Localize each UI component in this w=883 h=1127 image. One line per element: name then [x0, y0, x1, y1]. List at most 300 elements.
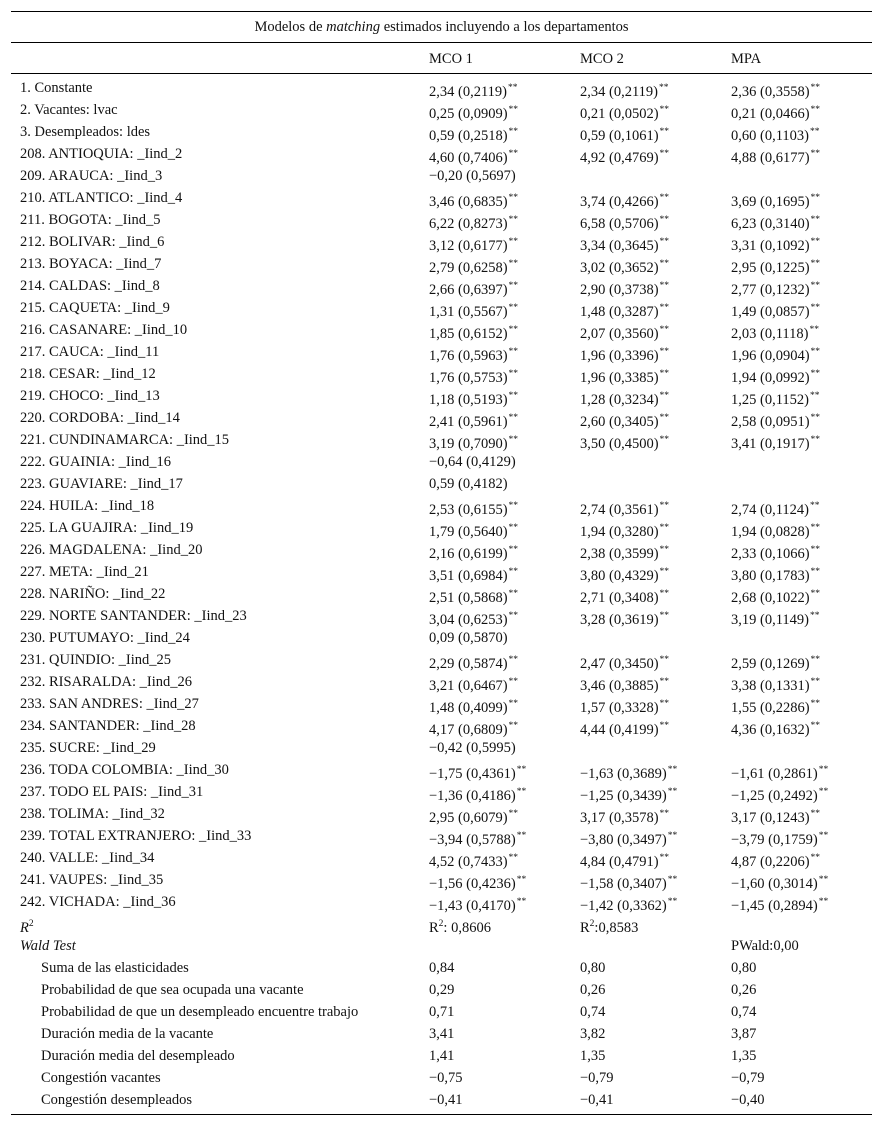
- mco2-stat: 0,26: [580, 982, 606, 998]
- mco2-cell-value: 3,50 (0,4500): [580, 436, 659, 452]
- table-row: [11, 473, 872, 495]
- significance-stars: **: [810, 149, 821, 159]
- mpa-stat: 0,74: [731, 1004, 757, 1020]
- significance-stars: **: [508, 523, 519, 533]
- significance-stars: **: [667, 787, 678, 797]
- mco2-cell: [580, 253, 669, 275]
- significance-stars: **: [810, 677, 821, 687]
- significance-stars: **: [508, 281, 519, 291]
- table-row: [11, 759, 872, 781]
- significance-stars: **: [508, 699, 519, 709]
- mco1-cell-value: −1,75 (0,4361): [429, 766, 516, 782]
- significance-stars: **: [659, 369, 670, 379]
- mco2-cell-value: 1,28 (0,3234): [580, 392, 659, 408]
- mco2-cell: [580, 715, 669, 737]
- row-label: 236. TODA COLOMBIA: _Iind_30: [20, 762, 229, 778]
- significance-stars: **: [516, 875, 527, 885]
- significance-stars: **: [508, 677, 519, 687]
- mpa-cell: [731, 253, 820, 275]
- mpa-cell: [731, 869, 828, 891]
- row-label: 234. SANTANDER: _Iind_28: [20, 718, 196, 734]
- mco2-cell-value: 0,59 (0,1061): [580, 128, 659, 144]
- row-label: 237. TODO EL PAIS: _Iind_31: [20, 784, 204, 800]
- mpa-cell: [731, 891, 828, 913]
- caption-text-italic: matching: [326, 19, 381, 35]
- stat-label: Duración media del desempleado: [41, 1048, 235, 1064]
- mpa-cell-value: −1,61 (0,2861): [731, 766, 818, 782]
- mco1-cell: [429, 649, 518, 671]
- mco2-cell-value: 1,94 (0,3280): [580, 524, 659, 540]
- mpa-cell-value: 2,59 (0,1269): [731, 656, 810, 672]
- significance-stars: **: [810, 259, 821, 269]
- mco1-stat: 0,71: [429, 1004, 455, 1020]
- r-squared-label: [20, 913, 34, 935]
- row-label: 218. CESAR: _Iind_12: [20, 366, 156, 382]
- mpa-cell: [731, 231, 820, 253]
- stat-label: Suma de las elasticidades: [41, 960, 189, 976]
- r-sup: 2: [438, 919, 444, 929]
- mco2-cell: [580, 891, 677, 913]
- mpa-cell: [731, 715, 820, 737]
- mco2-cell: [580, 825, 677, 847]
- mpa-cell: [731, 847, 820, 869]
- stat-label: Congestión vacantes: [41, 1070, 161, 1086]
- mco2-cell: [580, 231, 669, 253]
- row-label: 239. TOTAL EXTRANJERO: _Iind_33: [20, 828, 252, 844]
- stat-row: [11, 1089, 872, 1111]
- significance-stars: **: [810, 281, 821, 291]
- table-row: [11, 847, 872, 869]
- stat-row: [11, 979, 872, 1001]
- table-row: [11, 319, 872, 341]
- row-label: 221. CUNDINAMARCA: _Iind_15: [20, 432, 230, 448]
- significance-stars: **: [659, 809, 670, 819]
- table-row: [11, 583, 872, 605]
- mco1-cell: [429, 385, 518, 407]
- significance-stars: **: [810, 545, 821, 555]
- mpa-cell-value: 3,80 (0,1783): [731, 568, 810, 584]
- mco2-cell-value: −1,25 (0,3439): [580, 788, 667, 804]
- table-row: [11, 407, 872, 429]
- mco2-cell: [580, 495, 669, 517]
- row-label: 219. CHOCO: _Iind_13: [20, 388, 160, 404]
- row-label: 231. QUINDIO: _Iind_25: [20, 652, 172, 668]
- mco1-cell-value: 3,51 (0,6984): [429, 568, 508, 584]
- r-sup: 2: [589, 919, 595, 929]
- mpa-cell: [731, 121, 820, 143]
- mco1-cell-value: −1,36 (0,4186): [429, 788, 516, 804]
- mpa-cell: [731, 407, 820, 429]
- mpa-cell: [731, 759, 828, 781]
- mco1-cell-value: 1,48 (0,4099): [429, 700, 508, 716]
- mco2-stat: 0,74: [580, 1004, 606, 1020]
- mco2-cell: [580, 407, 669, 429]
- significance-stars: **: [508, 391, 519, 401]
- mco1-cell-value: 3,21 (0,6467): [429, 678, 508, 694]
- mco2-cell: [580, 847, 669, 869]
- r-squared-label-sup: 2: [28, 919, 34, 929]
- significance-stars: **: [659, 281, 670, 291]
- row-label: 2. Vacantes: lvac: [20, 102, 118, 118]
- significance-stars: **: [516, 765, 527, 775]
- row-label: 223. GUAVIARE: _Iind_17: [20, 476, 183, 492]
- mpa-cell-value: 6,23 (0,3140): [731, 216, 810, 232]
- mpa-cell-value: −3,79 (0,1759): [731, 832, 818, 848]
- table-row: [11, 451, 872, 473]
- mpa-cell-value: 3,38 (0,1331): [731, 678, 810, 694]
- mco1-cell: [429, 143, 518, 165]
- significance-stars: **: [508, 567, 519, 577]
- mco2-cell-value: 2,34 (0,2119): [580, 84, 658, 100]
- row-label: 213. BOYACA: _Iind_7: [20, 256, 162, 272]
- significance-stars: **: [508, 215, 519, 225]
- mpa-cell: [731, 517, 820, 539]
- table-row: [11, 825, 872, 847]
- row-label: 242. VICHADA: _Iind_36: [20, 894, 176, 910]
- table-row: [11, 341, 872, 363]
- mco2-cell-value: 2,07 (0,3560): [580, 326, 659, 342]
- significance-stars: **: [659, 215, 670, 225]
- table-row: [11, 297, 872, 319]
- significance-stars: **: [659, 611, 670, 621]
- mpa-cell-value: 1,55 (0,2286): [731, 700, 810, 716]
- significance-stars: **: [659, 721, 670, 731]
- significance-stars: **: [659, 501, 670, 511]
- mco1-cell: [429, 99, 518, 121]
- mco1-cell-value: −0,42 (0,5995): [429, 740, 516, 756]
- mco1-cell-value: 0,09 (0,5870): [429, 630, 508, 646]
- significance-stars: **: [659, 325, 670, 335]
- mco1-cell: [429, 605, 518, 627]
- significance-stars: **: [810, 127, 820, 137]
- wald-test-row: [11, 935, 872, 957]
- stat-row: [11, 957, 872, 979]
- mco1-cell-value: 4,52 (0,7433): [429, 854, 508, 870]
- significance-stars: **: [810, 435, 821, 445]
- significance-stars: **: [810, 809, 821, 819]
- mco1-cell: [429, 847, 518, 869]
- table-row: [11, 869, 872, 891]
- table-row: [11, 671, 872, 693]
- mpa-cell: [731, 429, 820, 451]
- row-label: 238. TOLIMA: _Iind_32: [20, 806, 165, 822]
- significance-stars: **: [667, 831, 678, 841]
- stat-label: Duración media de la vacante: [41, 1026, 214, 1042]
- table-row: [11, 253, 872, 275]
- mco2-cell: [580, 803, 669, 825]
- mpa-cell: [731, 825, 828, 847]
- mco2-stat: −0,79: [580, 1070, 614, 1086]
- mpa-cell-value: 1,94 (0,0992): [731, 370, 810, 386]
- mco2-cell-value: 6,58 (0,5706): [580, 216, 659, 232]
- significance-stars: **: [810, 589, 821, 599]
- mco2-cell: [580, 275, 669, 297]
- mco2-cell-value: 0,21 (0,0502): [580, 106, 659, 122]
- mco1-stat: −0,75: [429, 1070, 463, 1086]
- significance-stars: **: [508, 127, 519, 137]
- table-row: [11, 737, 872, 759]
- significance-stars: **: [818, 897, 829, 907]
- mco2-cell-value: 2,71 (0,3408): [580, 590, 659, 606]
- row-label: 208. ANTIOQUIA: _Iind_2: [20, 146, 183, 162]
- mpa-cell: [731, 539, 820, 561]
- mpa-cell: [731, 649, 820, 671]
- mpa-cell: [731, 77, 820, 99]
- mco2-cell-value: 3,28 (0,3619): [580, 612, 659, 628]
- row-label: 211. BOGOTA: _Iind_5: [20, 212, 161, 228]
- mco1-stat: −0,41: [429, 1092, 463, 1108]
- mco1-cell: [429, 77, 518, 99]
- mco2-cell: [580, 121, 669, 143]
- mco1-cell-value: 4,60 (0,7406): [429, 150, 508, 166]
- mco2-cell-value: 1,96 (0,3385): [580, 370, 659, 386]
- mco2-cell: [580, 539, 669, 561]
- r-post: :0,8583: [594, 920, 639, 936]
- mpa-cell-value: −1,25 (0,2492): [731, 788, 818, 804]
- significance-stars: **: [659, 413, 670, 423]
- mco1-cell-value: 2,41 (0,5961): [429, 414, 508, 430]
- significance-stars: **: [508, 149, 519, 159]
- significance-stars: **: [659, 237, 670, 247]
- significance-stars: **: [659, 347, 670, 357]
- significance-stars: **: [659, 149, 670, 159]
- stat-row: [11, 1001, 872, 1023]
- mpa-cell-value: 3,17 (0,1243): [731, 810, 810, 826]
- mco1-cell: [429, 759, 526, 781]
- row-label: 220. CORDOBA: _Iind_14: [20, 410, 180, 426]
- stat-row: [11, 1067, 872, 1089]
- significance-stars: **: [810, 105, 821, 115]
- mco1-cell-value: 1,76 (0,5963): [429, 348, 508, 364]
- table-row: [11, 627, 872, 649]
- mpa-wald-value: PWald:0,00: [731, 938, 799, 954]
- mco1-cell-value: 2,66 (0,6397): [429, 282, 508, 298]
- mco1-cell-value: 6,22 (0,8273): [429, 216, 508, 232]
- significance-stars: **: [508, 435, 519, 445]
- table-row: [11, 275, 872, 297]
- table-row: [11, 561, 872, 583]
- mco1-stat: 0,84: [429, 960, 455, 976]
- mco1-cell-value: 2,53 (0,6155): [429, 502, 508, 518]
- mpa-cell-value: 2,03 (0,1118): [731, 326, 809, 342]
- significance-stars: **: [659, 83, 669, 93]
- mpa-cell-value: 3,69 (0,1695): [731, 194, 810, 210]
- mpa-cell: [731, 341, 820, 363]
- mpa-cell-value: 2,95 (0,1225): [731, 260, 810, 276]
- mco1-cell-value: 2,51 (0,5868): [429, 590, 508, 606]
- mco2-cell: [580, 693, 669, 715]
- mco1-cell: [429, 517, 518, 539]
- mpa-stat: −0,40: [731, 1092, 765, 1108]
- mco1-cell-value: 1,76 (0,5753): [429, 370, 508, 386]
- mpa-cell: [731, 605, 820, 627]
- table-row: [11, 99, 872, 121]
- significance-stars: **: [508, 589, 519, 599]
- mco2-cell: [580, 759, 677, 781]
- significance-stars: **: [659, 523, 670, 533]
- significance-stars: **: [810, 655, 821, 665]
- mco1-cell: [429, 825, 526, 847]
- significance-stars: **: [818, 831, 829, 841]
- significance-stars: **: [508, 545, 519, 555]
- mco2-cell-value: 2,90 (0,3738): [580, 282, 659, 298]
- mco1-cell: [429, 495, 518, 517]
- mco1-cell: [429, 561, 518, 583]
- table-body: [11, 74, 872, 1114]
- significance-stars: **: [810, 699, 821, 709]
- mco1-cell-value: −1,43 (0,4170): [429, 898, 516, 914]
- mco2-stat: 1,35: [580, 1048, 606, 1064]
- significance-stars: **: [659, 391, 670, 401]
- mco2-cell-value: 3,34 (0,3645): [580, 238, 659, 254]
- mpa-cell: [731, 209, 820, 231]
- mpa-cell-value: 2,36 (0,3558): [731, 84, 810, 100]
- table-row: [11, 891, 872, 913]
- significance-stars: **: [508, 237, 519, 247]
- row-label: 240. VALLE: _Iind_34: [20, 850, 155, 866]
- mpa-cell: [731, 561, 820, 583]
- row-label: 210. ATLANTICO: _Iind_4: [20, 190, 183, 206]
- wald-test-label: Wald Test: [20, 938, 76, 954]
- mco2-cell: [580, 319, 669, 341]
- mco1-cell: [429, 165, 516, 187]
- mpa-cell-value: −1,45 (0,2894): [731, 898, 818, 914]
- mpa-stat: 0,80: [731, 960, 757, 976]
- table-row: [11, 517, 872, 539]
- row-label: 232. RISARALDA: _Iind_26: [20, 674, 192, 690]
- mco1-stat: 3,41: [429, 1026, 455, 1042]
- mpa-cell: [731, 495, 820, 517]
- mco1-cell: [429, 275, 518, 297]
- row-label: 225. LA GUAJIRA: _Iind_19: [20, 520, 194, 536]
- mco1-cell-value: 2,29 (0,5874): [429, 656, 508, 672]
- mco2-stat: 0,80: [580, 960, 606, 976]
- mco1-cell-value: 4,17 (0,6809): [429, 722, 508, 738]
- row-label: 226. MAGDALENA: _Iind_20: [20, 542, 203, 558]
- significance-stars: **: [667, 897, 678, 907]
- row-label: 230. PUTUMAYO: _Iind_24: [20, 630, 190, 646]
- row-label: 214. CALDAS: _Iind_8: [20, 278, 160, 294]
- mpa-cell: [731, 385, 820, 407]
- row-label: 241. VAUPES: _Iind_35: [20, 872, 164, 888]
- mpa-stat: 3,87: [731, 1026, 757, 1042]
- mco1-cell: [429, 407, 518, 429]
- significance-stars: **: [659, 105, 670, 115]
- mco1-stat: 1,41: [429, 1048, 455, 1064]
- mco1-cell: [429, 363, 518, 385]
- significance-stars: **: [508, 193, 519, 203]
- row-label: 229. NORTE SANTANDER: _Iind_23: [20, 608, 247, 624]
- mco2-cell-value: 4,84 (0,4791): [580, 854, 659, 870]
- mco1-cell: [429, 781, 526, 803]
- mco2-stat: −0,41: [580, 1092, 614, 1108]
- header-mpa: MPA: [731, 51, 762, 67]
- mco1-stat: 0,29: [429, 982, 455, 998]
- mpa-cell-value: 1,49 (0,0857): [731, 304, 810, 320]
- mco1-cell-value: 1,79 (0,5640): [429, 524, 508, 540]
- mpa-cell-value: −1,60 (0,3014): [731, 876, 818, 892]
- mpa-cell: [731, 671, 820, 693]
- table-row: [11, 539, 872, 561]
- table-row: [11, 385, 872, 407]
- header-mco1: MCO 1: [429, 51, 473, 67]
- mco2-cell: [580, 517, 669, 539]
- mco2-cell: [580, 187, 669, 209]
- mpa-cell-value: 2,77 (0,1232): [731, 282, 810, 298]
- r-pre: R: [580, 920, 590, 936]
- mpa-cell-value: 1,25 (0,1152): [731, 392, 809, 408]
- mco2-cell: [580, 209, 669, 231]
- significance-stars: **: [508, 369, 519, 379]
- mpa-cell-value: 2,33 (0,1066): [731, 546, 810, 562]
- mco2-cell-value: 3,46 (0,3885): [580, 678, 659, 694]
- table-row: [11, 77, 872, 99]
- table-row: [11, 429, 872, 451]
- mco2-cell-value: 4,44 (0,4199): [580, 722, 659, 738]
- mco1-cell: [429, 187, 518, 209]
- mpa-cell: [731, 319, 819, 341]
- r-post: : 0,8606: [443, 920, 491, 936]
- row-label: 209. ARAUCA: _Iind_3: [20, 168, 163, 184]
- table-row: [11, 781, 872, 803]
- header-mco2: MCO 2: [580, 51, 624, 67]
- significance-stars: **: [809, 325, 819, 335]
- table-row: [11, 209, 872, 231]
- mco1-cell-value: −0,20 (0,5697): [429, 168, 516, 184]
- significance-stars: **: [659, 567, 670, 577]
- mco1-cell-value: −0,64 (0,4129): [429, 454, 516, 470]
- significance-stars: **: [508, 655, 519, 665]
- significance-stars: **: [508, 83, 518, 93]
- mpa-stat: −0,79: [731, 1070, 765, 1086]
- significance-stars: **: [818, 875, 829, 885]
- mco1-cell: [429, 715, 518, 737]
- table-caption: [11, 12, 872, 42]
- mpa-cell-value: 2,74 (0,1124): [731, 502, 809, 518]
- mco2-cell-value: −1,58 (0,3407): [580, 876, 667, 892]
- mco1-cell-value: 3,19 (0,7090): [429, 436, 508, 452]
- significance-stars: **: [508, 853, 519, 863]
- significance-stars: **: [810, 567, 821, 577]
- significance-stars: **: [659, 127, 670, 137]
- mco1-cell-value: 2,16 (0,6199): [429, 546, 508, 562]
- significance-stars: **: [508, 413, 519, 423]
- mco1-cell: [429, 737, 516, 759]
- significance-stars: **: [810, 853, 821, 863]
- mco2-stat: 3,82: [580, 1026, 606, 1042]
- significance-stars: **: [508, 347, 519, 357]
- significance-stars: **: [659, 303, 670, 313]
- significance-stars: **: [810, 303, 821, 313]
- mco1-cell-value: 2,79 (0,6258): [429, 260, 508, 276]
- table-row: [11, 803, 872, 825]
- mpa-cell-value: 4,88 (0,6177): [731, 150, 810, 166]
- mco1-cell: [429, 121, 518, 143]
- mco2-cell: [580, 869, 677, 891]
- mpa-cell: [731, 583, 820, 605]
- table-row: [11, 495, 872, 517]
- significance-stars: **: [508, 501, 519, 511]
- mpa-cell: [731, 187, 820, 209]
- mco2-cell: [580, 341, 669, 363]
- mco2-cell: [580, 561, 669, 583]
- mco2-cell-value: −1,63 (0,3689): [580, 766, 667, 782]
- mco1-cell: [429, 319, 518, 341]
- mco1-cell: [429, 891, 526, 913]
- stat-row: [11, 1045, 872, 1067]
- mpa-cell: [731, 275, 820, 297]
- stat-label: Congestión desempleados: [41, 1092, 193, 1108]
